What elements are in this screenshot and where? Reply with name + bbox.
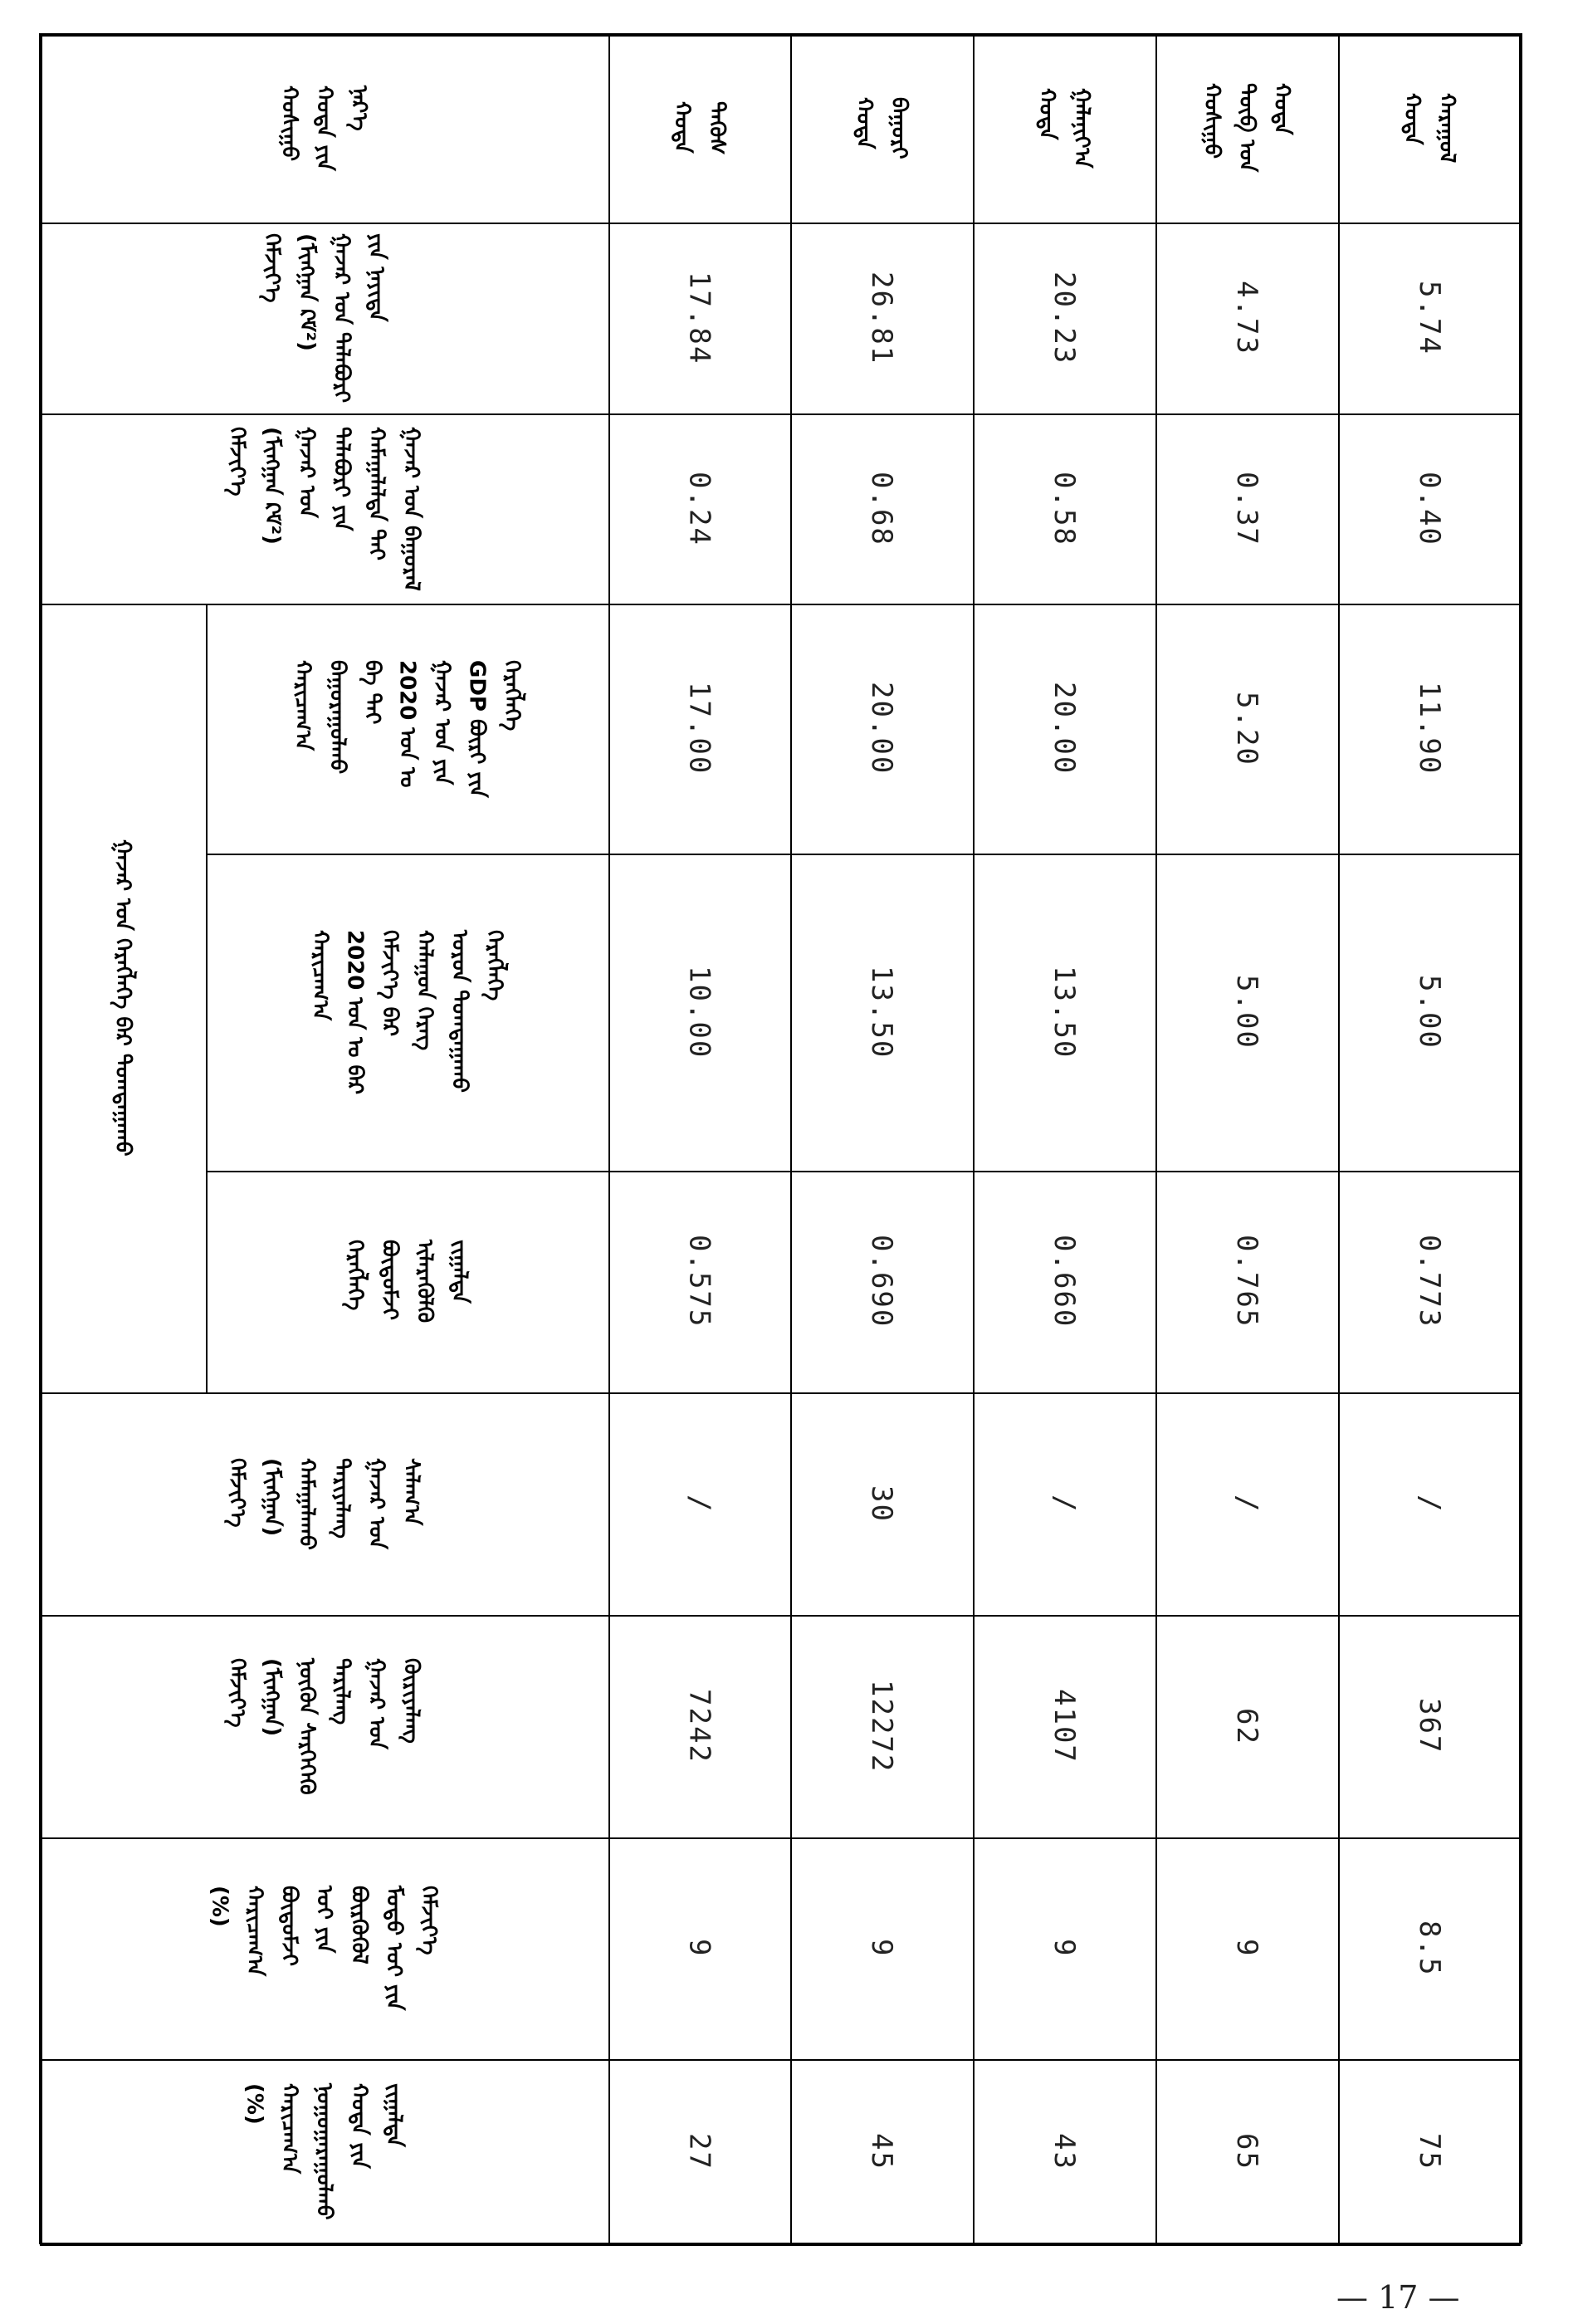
cell-value: / [1048,1494,1081,1514]
row-header-text: ᠬᠠᠷᠢᠴᠠᠭ᠎ᠠ ᠪᠠᠭᠤᠷᠠᠭᠤᠯᠬᠤ ᠪᠠ ᠲᠠᠢ 2020 ᠣᠨ ᠤ ᠭᠠᠵᠠᠷ ᠤᠨ ᠶᠢᠨ GDP ᠪᠦᠷᠢ ᠶᠢᠨ ᠬᠡᠷᠡᠭᠯᠡᠭᠡ [290,659,525,798]
table-cell [790,223,973,413]
cell-value: 20.23 [1048,271,1081,365]
group-header [40,604,206,1392]
page-number: — 17 — [1336,2279,1460,2316]
cell-value: 4.73 [1230,281,1263,355]
region-name: ᠬᠣᠲᠠ ᠬᠠᠷᠠᠭᠤᠯ [1400,92,1459,164]
cell-value: 0.24 [682,471,716,546]
table-cell [790,2059,973,2244]
row-header-green [40,2059,608,2244]
table-cell [608,223,790,413]
cell-value: / [682,1494,716,1514]
cell-value: / [1230,1494,1263,1514]
cell-value: 0.773 [1413,1235,1446,1328]
cell-value: 0.68 [865,471,898,546]
cell-value: 9 [865,1939,898,1958]
row-header-region [40,33,608,223]
row-header-land_reduce [206,854,608,1171]
cell-value: 7242 [682,1689,716,1764]
table-cell [1338,604,1521,854]
cell-value: 27 [682,2133,716,2170]
cell-value: 30 [865,1485,898,1523]
row-header-text: ᠬᠡᠷᠡᠭᠯᠡᠭᠡ ᠪᠦᠲᠦᠮᠵᠢ ᠢᠯᠡᠷᠡᠭᠦᠯᠬᠦ ᠵᠢᠭᠠᠯᠲᠠ [342,1240,472,1323]
cell-value: 0.660 [1048,1235,1081,1328]
table-cell [608,2059,790,2244]
cell-value: 43 [1048,2133,1081,2170]
table-cell [1155,1837,1338,2059]
cell-value: 65 [1230,2133,1263,2170]
cell-value: 10.00 [682,965,716,1059]
region-name: ᠬᠣᠲᠠ ᠪᠠᠭᠤᠷᠢ [852,96,911,159]
row-header-text: ᠬᠡᠮᠵᠢᠶ᠎ᠡ (ᠮᠢᠩᠭ᠋ᠠᠨ) ᠬᠠᠮᠠᠭᠠᠯᠠᠬᠤ ᠲᠠᠷᠢᠶᠠᠯᠠᠩ ᠭᠠᠵᠠᠷ ᠤᠨ ᠰᠠᠯᠠᠭ᠎ᠠ [224,1457,424,1550]
row-header-ratio [40,413,608,604]
cell-value: 5.74 [1413,281,1446,355]
cell-value: 20.00 [865,682,898,775]
cell-value: 0.40 [1413,471,1446,546]
table-cell [973,1392,1155,1615]
table-cell [1338,1837,1521,2059]
table-cell [973,1837,1155,2059]
group-header-text: ᠭᠠᠵᠠᠷ ᠤᠨ ᠬᠡᠷᠡᠭᠯᠡᠭᠡ ᠪᠡᠷ ᠲᠣᠭᠲᠠᠭᠠᠬᠤ [110,839,135,1157]
cell-value: 8.5 [1413,1920,1446,1977]
table-cell [1338,2059,1521,2244]
cell-value: 11.90 [1413,682,1446,775]
table-cell [1155,1392,1338,1615]
cell-value: 0.765 [1230,1235,1263,1328]
row-header-restore [40,1615,608,1837]
region-header [790,33,973,223]
row-header-text: ᠬᠠᠷᠢᠴᠠᠭ᠎ᠠ 2020 ᠣᠨ ᠤ ᠪᠡᠷ ᠬᠡᠮᠵᠢᠶ᠎ᠡ ᠪᠡᠷ ᠬᠠᠯᠠᠭᠤᠨ ᠬᠡᠷᠡᠭ ᠣᠷᠣᠨ ᠲᠣᠭᠲᠠᠭᠠᠬᠤ ᠬᠡᠷᠡᠭᠯᠡᠭᠡ [307,929,507,1094]
table-cell [973,604,1155,854]
cell-value: 5.00 [1413,975,1446,1049]
table-cell [608,1171,790,1392]
cell-value: / [1413,1494,1446,1514]
cell-value: 9 [682,1939,716,1958]
table-cell [973,1615,1155,1837]
cell-value: 45 [865,2133,898,2170]
cell-value: 26.81 [865,271,898,365]
row-header-text: ᠬᠡᠮᠵᠢᠶ᠎ᠡ (ᠮᠢᠩᠭ᠋ᠠᠨ ᠺᠮ²) ᠭᠠᠵᠠᠷ ᠤᠨ ᠲᠠᠯᠠᠪᠤᠷᠢ ᠶᠢᠨ ᠬᠠᠮᠠᠭᠠᠯᠠᠯᠲᠠ ᠲᠠᠢ ᠭᠠᠵᠠᠷ ᠤᠨ ᠪᠠᠭᠤᠷᠠᠯ [224,426,424,591]
table-cell [608,1615,790,1837]
region-name: ᠬᠣᠲᠠ ᠭᠠᠯᠠᠨᠢᠶ᠎ᠠ [1034,87,1094,169]
row-header-text: (%) ᠬᠠᠷᠢᠴᠠᠭ᠎ᠠ ᠪᠦᠲᠦᠮᠵᠢ ᠣᠢ ᠶᠢᠨ ᠪᠦᠷᠬᠦᠭᠦᠯ ᠮᠣᠳᠤ ᠣᠢ ᠶᠢᠨ ᠬᠡᠮᠵᠢᠶ᠎ᠡ [207,1886,442,2011]
row-header-text: ᠬᠡᠮᠵᠢᠶ᠎ᠡ (ᠮᠢᠩᠭ᠋ᠠᠨ ᠺᠮ²) ᠭᠠᠵᠠᠷ ᠤᠨ ᠲᠠᠯᠠᠪᠤᠷᠢ ᠶᠢᠨ ᠨᠡᠶᠢᠲᠡ [259,232,389,403]
cell-value: 12272 [865,1679,898,1774]
table-cell [608,413,790,604]
table-cell [608,854,790,1171]
cell-value: 17.84 [682,271,716,365]
table-cell [1155,854,1338,1171]
region-header [608,33,790,223]
cell-value: 13.50 [865,965,898,1059]
table-cell [790,854,973,1171]
row-header-text: ᠬᠣᠰᠢᠭᠤ ᠬᠣᠲᠠ ᠶᠢᠨ ᠨᠡᠷ᠎ᠡ [276,85,372,171]
cell-value: 0.58 [1048,471,1081,546]
table-cell [1155,2059,1338,2244]
region-name: ᠬᠣᠰᠢᠭᠤ ᠲᠥᠪ ᠤᠨ ᠬᠣᠲᠠ [1199,83,1294,173]
cell-value: 9 [1230,1939,1263,1958]
cell-value: 0.37 [1230,471,1263,546]
cell-value: 17.00 [682,682,716,775]
table-cell [1155,604,1338,854]
region-header [1155,33,1338,223]
row-header-text: (%) ᠬᠠᠷᠢᠴᠠᠭ᠎ᠠ ᠨᠣᠭᠤᠭᠠᠷᠠᠭᠤᠯᠬᠤ ᠬᠣᠲᠠ ᠶᠢᠨ ᠵᠢᠭᠠᠯᠲᠠ [242,2083,407,2220]
table-cell [1338,1171,1521,1392]
table-cell [1338,1392,1521,1615]
table-cell [608,604,790,854]
table-cell [973,413,1155,604]
cell-value: 20.00 [1048,682,1081,775]
table-cell [608,1392,790,1615]
row-header-coef [206,1171,608,1392]
row-header-text: ᠬᠡᠮᠵᠢᠶ᠎ᠡ (ᠮᠢᠩᠭ᠋ᠠᠨ) ᠨᠥᠬᠥᠨ ᠰᠡᠷᠭᠡᠭᠡᠬᠦ ᠲᠠᠷᠢᠯᠠᠩ ᠭᠠᠵᠠᠷ ᠤᠨ ᠬᠦᠷᠢᠶᠡᠯᠡᠩ [224,1657,424,1795]
row-header-protect [40,1392,608,1615]
table-cell [790,413,973,604]
row-header-gdp_reduce [206,604,608,854]
table-cell [1155,413,1338,604]
row-header-forest [40,1837,608,2059]
table-cell [1338,1615,1521,1837]
cell-value: 75 [1413,2133,1446,2170]
table-cell [1338,223,1521,413]
region-header [973,33,1155,223]
table-cell [790,1171,973,1392]
cell-value: 62 [1230,1707,1263,1745]
table-cell [973,1171,1155,1392]
table-cell [973,854,1155,1171]
table-cell [790,1392,973,1615]
table-cell [1155,1615,1338,1837]
table-cell [1338,413,1521,604]
cell-value: 5.20 [1230,691,1263,766]
table-cell [973,223,1155,413]
table-cell [1338,854,1521,1171]
table-cell [608,1837,790,2059]
cell-value: 0.575 [682,1235,716,1328]
table-cell [1155,223,1338,413]
region-name: ᠬᠣᠲᠠ ᠲᠡᠭᠦᠰ [669,100,730,155]
region-header [1338,33,1521,223]
cell-value: 4107 [1048,1689,1081,1764]
cell-value: 13.50 [1048,965,1081,1059]
table-cell [790,1837,973,2059]
table-cell [790,1615,973,1837]
cell-value: 367 [1413,1698,1446,1754]
table-cell [790,604,973,854]
cell-value: 0.690 [865,1235,898,1328]
cell-value: 9 [1048,1939,1081,1958]
table-cell [1155,1171,1338,1392]
row-header-area [40,223,608,413]
cell-value: 5.00 [1230,975,1263,1049]
table-cell [973,2059,1155,2244]
